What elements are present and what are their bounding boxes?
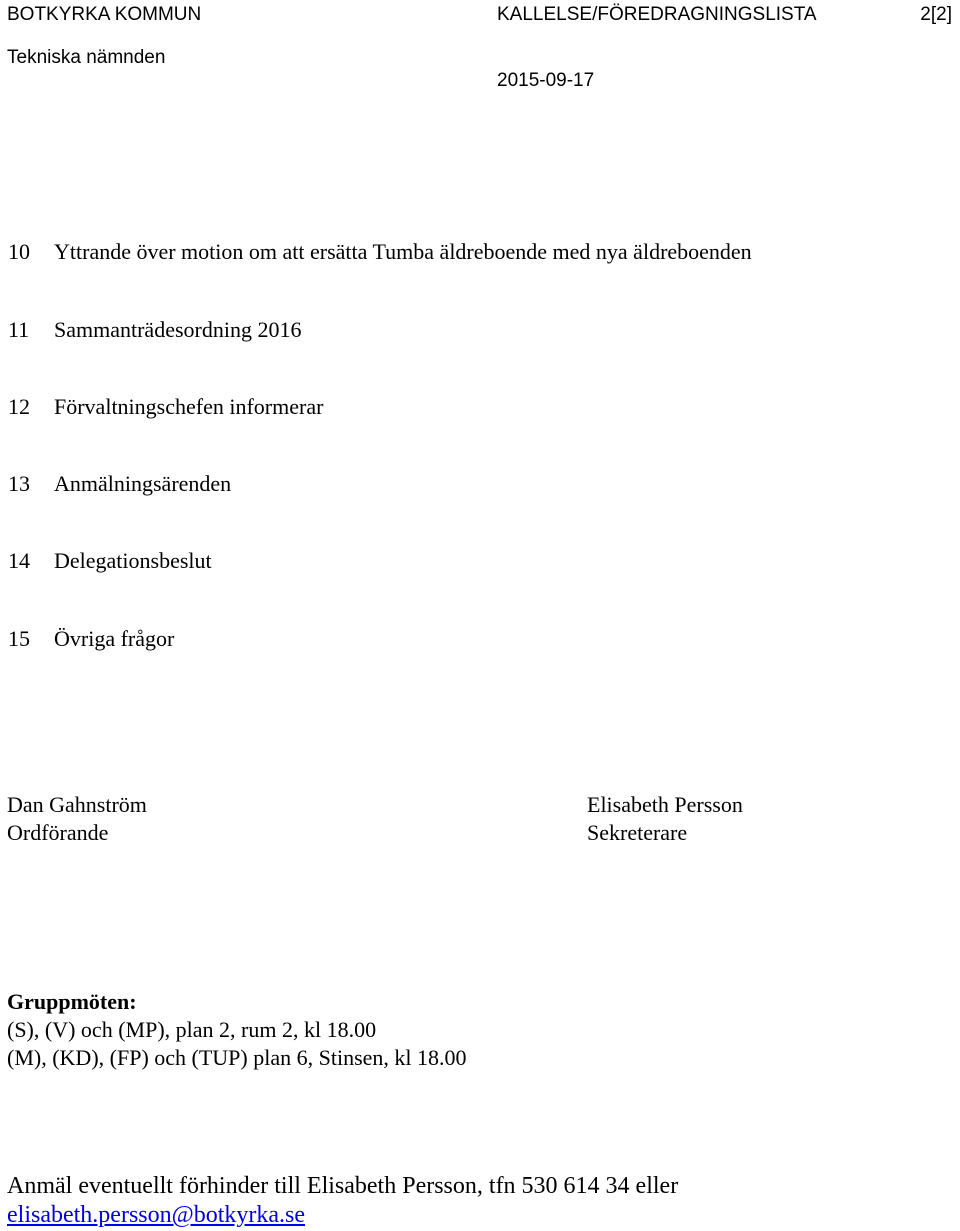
agenda-item-title: Anmälningsärenden (54, 471, 232, 496)
agenda-item-title: Yttrande över motion om att ersätta Tumba äldreboende med nya äldreboenden (54, 239, 752, 264)
agenda-item-title: Delegationsbeslut (54, 548, 212, 573)
agenda-item-number: 11 (8, 317, 30, 342)
committee-name: Tekniska nämnden (7, 47, 166, 68)
agenda-item (8, 317, 301, 343)
absence-notice-text: Anmäl eventuellt förhinder till Elisabeth Persson, tfn 530 614 34 eller (7, 1173, 679, 1199)
agenda-item (8, 394, 323, 420)
organization-name: BOTKYRKA KOMMUN (7, 4, 202, 25)
meeting-date: 2015-09-17 (497, 70, 595, 91)
secretary-signature-block (587, 791, 743, 847)
agenda-item (8, 471, 231, 497)
chair-name: Dan Gahnström (7, 792, 147, 817)
agenda-item-title: Förvaltningschefen informerar (54, 394, 324, 419)
agenda-item (8, 548, 212, 574)
agenda-item-number: 14 (8, 548, 30, 573)
document-type: KALLELSE/FÖREDRAGNINGSLISTA (497, 4, 817, 25)
agenda-item-title: Sammanträdesordning 2016 (54, 317, 302, 342)
secretary-name: Elisabeth Persson (587, 792, 743, 817)
agenda-item-title: Övriga frågor (54, 626, 175, 651)
page-number: 2[2] (920, 4, 952, 25)
secretary-email-link[interactable]: elisabeth.persson@botkyrka.se (7, 1202, 306, 1228)
group-meeting-line: (M), (KD), (FP) och (TUP) plan 6, Stinsen, kl 18.00 (7, 1045, 467, 1070)
agenda-item-number: 10 (8, 239, 30, 264)
agenda-item-number: 15 (8, 626, 30, 651)
group-meetings-heading: Gruppmöten: (7, 989, 137, 1014)
agenda-item-number: 12 (8, 394, 30, 419)
agenda-item (8, 626, 174, 652)
agenda-item (8, 239, 752, 265)
agenda-item-number: 13 (8, 471, 30, 496)
secretary-role: Sekreterare (587, 820, 688, 845)
chair-role: Ordförande (7, 820, 109, 845)
chair-signature-block (7, 791, 147, 847)
group-meeting-line: (S), (V) och (MP), plan 2, rum 2, kl 18.00 (7, 1017, 377, 1042)
